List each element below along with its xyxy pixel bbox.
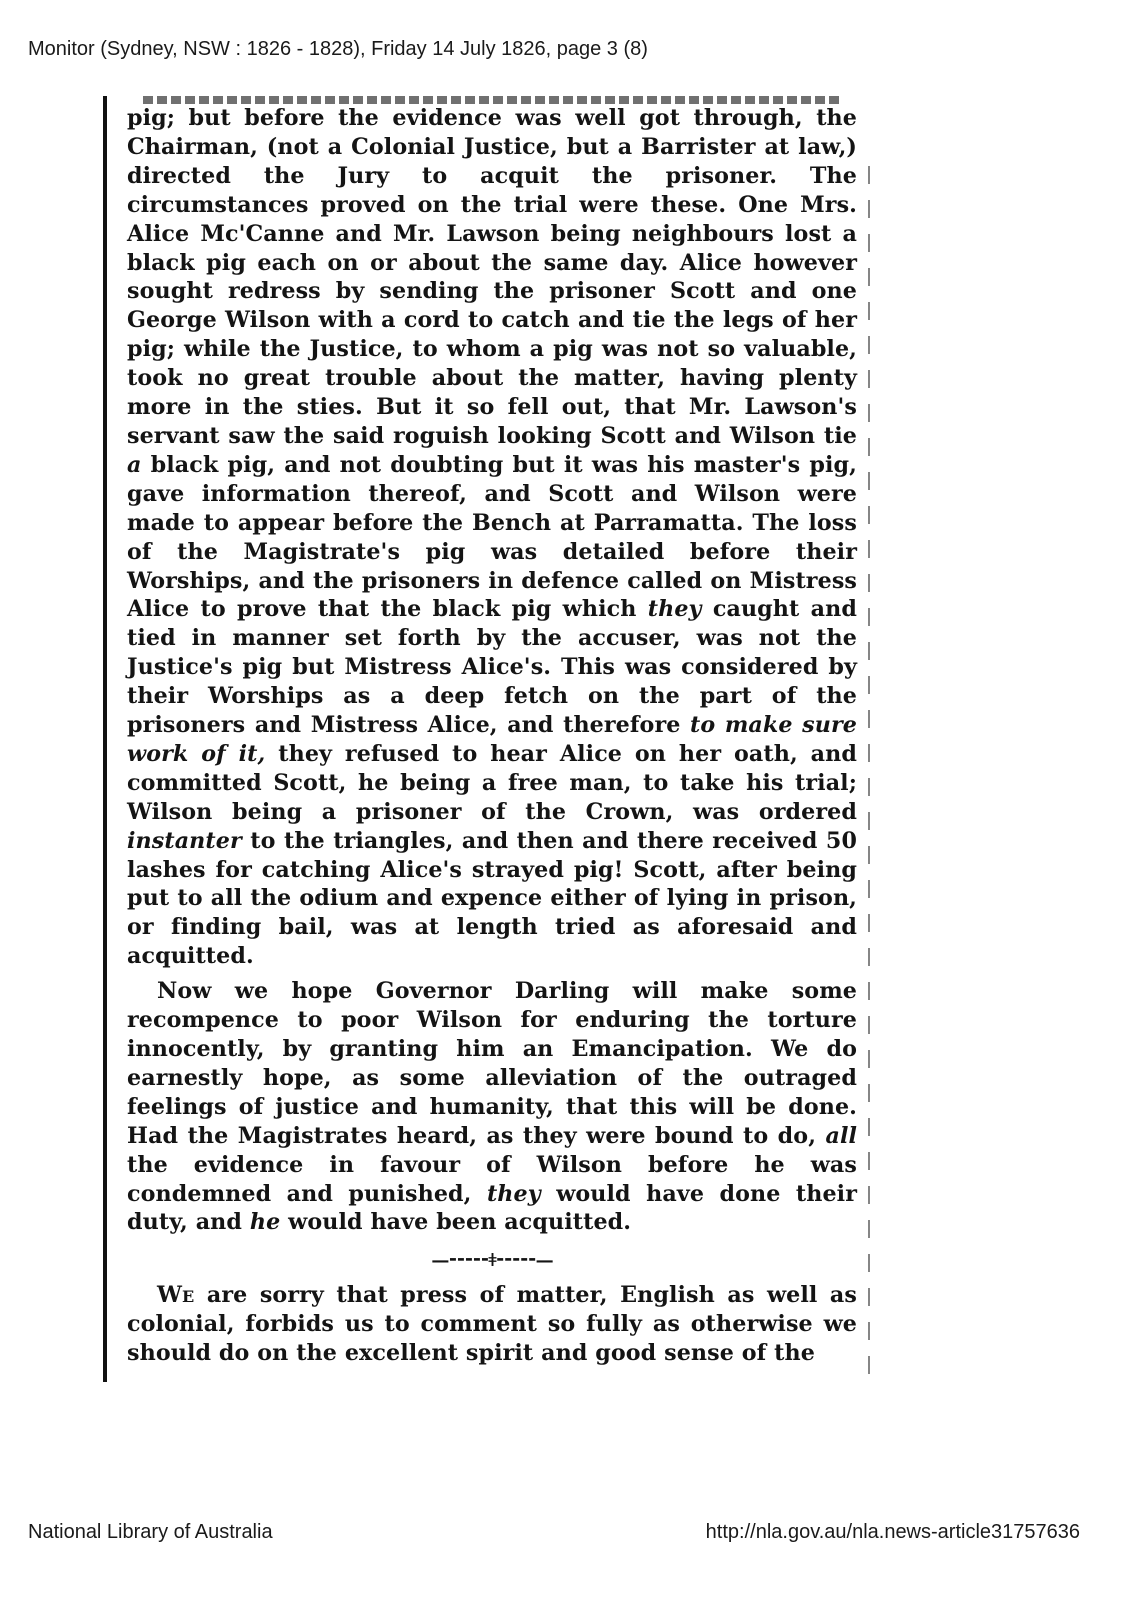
drop-cap-word: We bbox=[157, 1282, 195, 1309]
article-paragraph-2: Now we hope Governor Darling will make some recompence to poor Wilson for enduring the torture innocently, by granting him an Emancipation. We do earnestly hope, as some alleviation of the outraged feelings of justice and humanity, that this will be done. Had the Magistrates heard, as they were bound to do, all the evidence in favour of Wilson before he was condemned and punished, they would have done their duty, and he would have been acquitted. bbox=[127, 978, 858, 1236]
article-url[interactable]: http://nla.gov.au/nla.news-article31757636 bbox=[705, 1521, 1080, 1543]
article-paragraph-3: We are sorry that press of matter, English as well as colonial, forbids us to comment so fully as otherwise we should do on the excellent spirit and good sense of the bbox=[127, 1282, 858, 1367]
citation-header: Monitor (Sydney, NSW : 1826 - 1828), Friday 14 July 1826, page 3 (8) bbox=[28, 38, 648, 60]
clipped-text-edge bbox=[143, 96, 843, 104]
italic-text: they bbox=[486, 1180, 541, 1207]
section-divider-ornament: —⁃⁃⁃⁃⁃ǂ⁃⁃⁃⁃⁃— bbox=[431, 1250, 553, 1272]
italic-text: instanter bbox=[127, 827, 242, 854]
article-body bbox=[127, 104, 857, 1368]
source-credit: National Library of Australia bbox=[28, 1521, 273, 1543]
newspaper-clipping bbox=[103, 96, 873, 1382]
column-rule-right bbox=[868, 166, 870, 1382]
italic-text: they bbox=[647, 596, 702, 623]
italic-text: he bbox=[249, 1209, 281, 1236]
italic-text: a bbox=[127, 451, 142, 478]
italic-text: to make sure work of it, bbox=[127, 712, 857, 767]
article-paragraph-1: pig; but before the evidence was well got through, the Chairman, (not a Colonial Justice, but a Barrister at law,) directed the Jury to acquit the prisoner. The circumstances proved on the trial were these. One Mrs. Alice Mc'Canne and Mr. Lawson being neighbours lost a black pig each on or about the same day. Alice however sought redress by sending the prisoner Scott and one George Wilson with a cord to catch and tie the legs of her pig; while the Justice, to whom a pig was not so valuable, took no great trouble about the matter, having plenty more in the sties. But it so fell out, that Mr. Lawson's servant saw the said roguish looking Scott and Wilson tie a black pig, and not doubting but it was his master's pig, gave information thereof, and Scott and Wilson were made to appear before the Bench at Parramatta. The loss of the Magistrate's pig was detailed before their Worships, and the prisoners in defence called on Mistress Alice to prove that the black pig which they caught and tied in manner set forth by the accuser, was not the Justice's pig but Mistress Alice's. This was considered by their Worships as a deep fetch on the part of the prisoners and Mistress Alice, and therefore to make sure work of it, they refused to hear Alice on her oath, and committed Scott, he being a free man, to take his trial; Wilson being a prisoner of the Crown, was ordered instanter to the triangles, and then and there received 50 lashes for catching Alice's strayed pig! Scott, after being put to all the odium and expence either of lying in prison, or finding bail, was at length tried as aforesaid and acquitted. bbox=[127, 105, 858, 970]
column-rule-left bbox=[103, 96, 107, 1382]
italic-text: all bbox=[825, 1122, 858, 1149]
